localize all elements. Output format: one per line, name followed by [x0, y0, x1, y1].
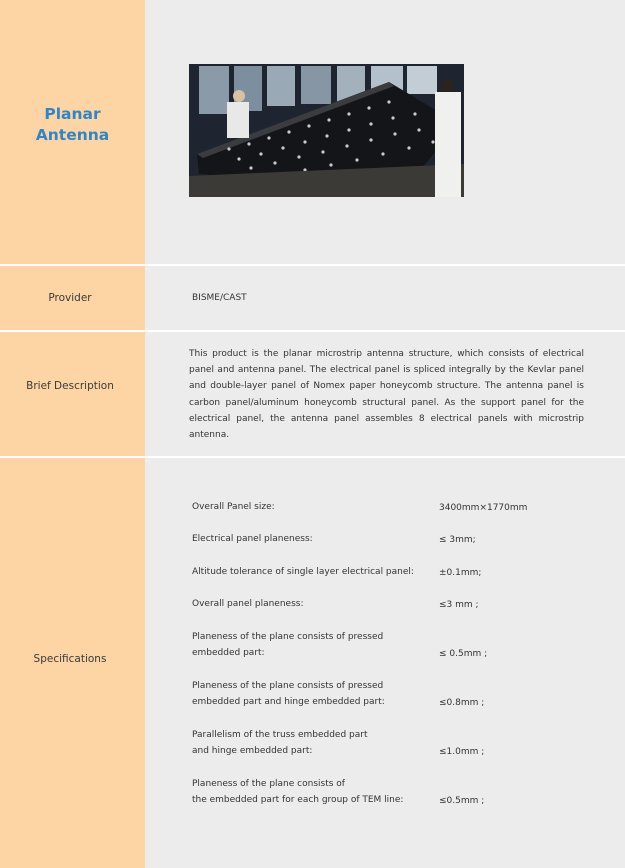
- spec-value: ≤ 3mm;: [439, 534, 476, 545]
- spec-value: ≤3 mm ;: [439, 599, 479, 610]
- provider-value: BISME/CAST: [192, 293, 247, 303]
- spec-value: 3400mm×1770mm: [439, 502, 528, 513]
- spec-name: [192, 629, 427, 662]
- spec-row: [192, 629, 592, 662]
- spec-row: [192, 776, 592, 809]
- spec-name-line1: Altitude tolerance of single layer electrical panel:: [192, 567, 414, 577]
- spec-row: [192, 564, 592, 581]
- spec-name: [192, 596, 427, 612]
- spec-value: ≤0.8mm ;: [439, 697, 485, 708]
- spec-name-line1: Overall Panel size:: [192, 502, 275, 512]
- spec-name-line1: Electrical panel planeness:: [192, 534, 313, 544]
- spec-name-line2: embedded part and hinge embedded part:: [192, 697, 385, 708]
- spec-name-line2: the embedded part for each group of TEM line:: [192, 795, 404, 806]
- spec-row: [192, 727, 592, 760]
- spec-name: [192, 564, 427, 580]
- product-title-line2: Antenna: [35, 126, 110, 144]
- description-label: Brief Description: [26, 380, 114, 392]
- spec-name-line1: Parallelism of the truss embedded part: [192, 730, 368, 740]
- divider-2: [0, 330, 625, 332]
- spec-name-line2: embedded part:: [192, 648, 265, 659]
- spec-value: ±0.1mm;: [439, 567, 482, 578]
- divider-3: [0, 456, 625, 458]
- spec-row: [192, 499, 592, 516]
- spec-row: [192, 678, 592, 711]
- product-photo: [189, 64, 464, 197]
- spec-row: [192, 596, 592, 613]
- spec-name: [192, 776, 427, 809]
- spec-name: [192, 727, 427, 760]
- spec-value: ≤0.5mm ;: [439, 795, 485, 806]
- spec-name: [192, 531, 427, 547]
- product-title-line1: Planar: [44, 105, 101, 123]
- spec-row: [192, 531, 592, 548]
- specifications-label: Specifications: [33, 653, 107, 665]
- spec-name-line1: Planeness of the plane consists of: [192, 779, 345, 789]
- divider-1: [0, 264, 625, 266]
- antenna-photo-illustration: [189, 64, 464, 197]
- spec-value: ≤1.0mm ;: [439, 746, 485, 757]
- description-text: This product is the planar microstrip antenna structure, which consists of electrical panel and antenna panel. The electrical panel is spliced integrally by the Kevlar panel and double-layer panel of Nomex paper honeycomb structure. The antenna panel is carbon panel/aluminum honeycomb structural panel. As the support panel for the electrical panel, the antenna panel assembles 8 electrical panels with microstrip antenna.: [189, 349, 584, 441]
- spec-name-line1: Planeness of the plane consists of pressed: [192, 632, 384, 642]
- product-title: [0, 104, 145, 146]
- spec-value: ≤ 0.5mm ;: [439, 648, 488, 659]
- spec-name-line1: Overall panel planeness:: [192, 599, 304, 609]
- spec-name-line2: and hinge embedded part:: [192, 746, 313, 757]
- spec-name: [192, 678, 427, 711]
- spec-name: [192, 499, 427, 515]
- spec-name-line1: Planeness of the plane consists of pressed: [192, 681, 384, 691]
- provider-label: Provider: [48, 292, 92, 304]
